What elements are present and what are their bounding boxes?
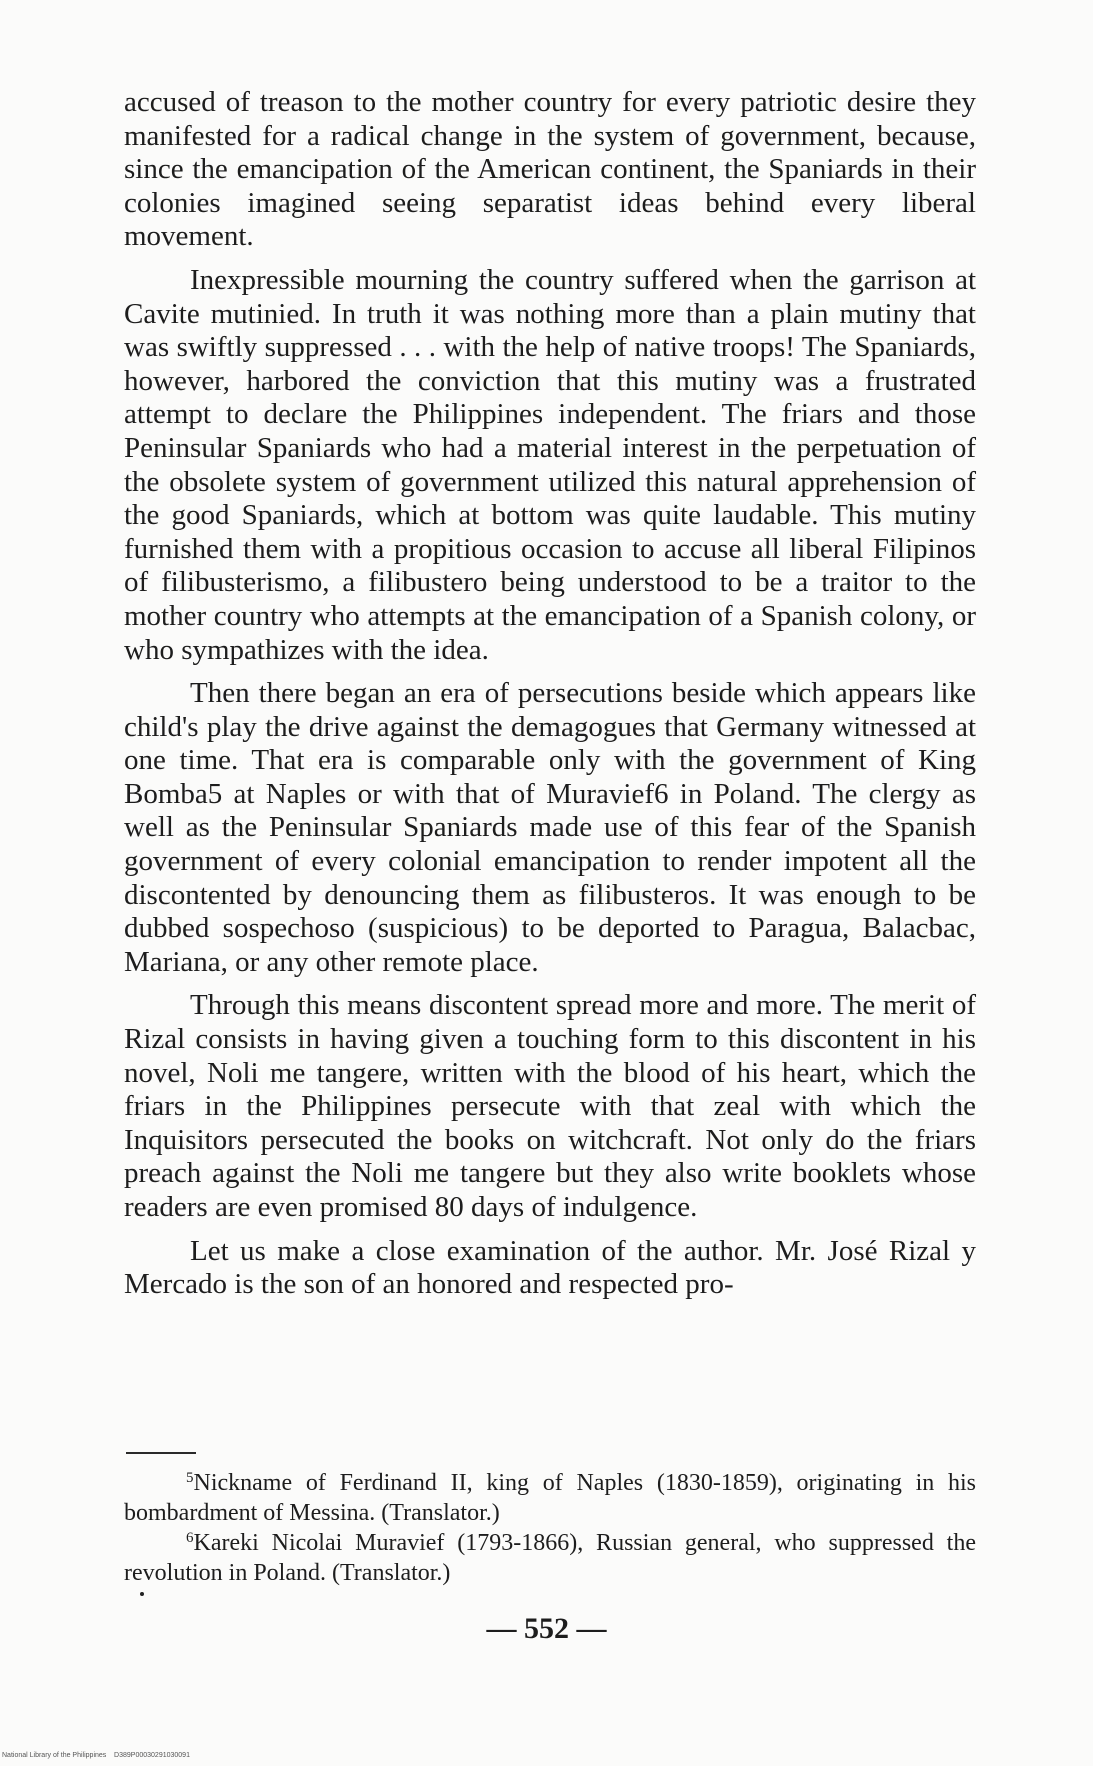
stray-mark — [140, 1592, 144, 1596]
footnotes — [124, 1468, 976, 1588]
footnote-separator — [126, 1452, 196, 1454]
footnote-marker: 5 — [186, 1470, 194, 1486]
footnote-5 — [124, 1468, 976, 1528]
paragraph-3: Then there began an era of persecutions beside which appears like child's play the drive against the demagogues that Germany witnessed at one time. That era is comparable only with the government of King Bomba5 at Naples or with that of Muravief6 in Poland. The clergy as well as the Peninsular Spaniards made use of this fear of the Spanish government of every colonial emancipation to render impotent all the discontented by denouncing them as filibusteros. It was enough to be dubbed sospechoso (suspicious) to be deported to Paragua, Balacbac, Mariana, or any other remote place. — [124, 677, 976, 978]
paragraph-2: Inexpressible mourning the country suffered when the garrison at Cavite mutinied. In truth it was nothing more than a plain mutiny that was swiftly suppressed . . . with the help of native troops! The Spaniards, however, harbored the conviction that this mutiny was a frustrated attempt to declare the Philippines independent. The friars and those Peninsular Spaniards who had a material interest in the perpetuation of the obsolete system of government utilized this natural apprehension of the good Spaniards, which at bottom was quite laudable. This mutiny furnished them with a propitious occasion to accuse all liberal Filipinos of filibusterismo, a filibustero being understood to be a traitor to the mother country who attempts at the emancipation of a Spanish colony, or who sympathizes with the idea. — [124, 263, 976, 666]
body-text — [124, 86, 976, 1302]
footnote-6 — [124, 1528, 976, 1588]
paragraph-4: Through this means discontent spread more and more. The merit of Rizal consists in having given a touching form to this discontent in his novel, Noli me tangere, written with the blood of his heart, which the friars in the Philippines persecute with that zeal with which the Inquisitors persecuted the books on witchcraft. Not only do the friars preach against the Noli me tangere but they also write booklets whose readers are even promised 80 days of indulgence. — [124, 989, 976, 1223]
footnote-text: Nickname of Ferdinand II, king of Naples (1830-1859), originating in his bombardment of Messina. (Translator.) — [124, 1470, 976, 1526]
footnote-marker: 6 — [186, 1530, 194, 1546]
paragraph-5: Let us make a close examination of the author. Mr. José Rizal y Mercado is the son of an honored and respected pro- — [124, 1234, 976, 1301]
footnote-text: Kareki Nicolai Muravief (1793-1866), Russian general, who suppressed the revolution in Poland. (Translator.) — [124, 1530, 976, 1586]
page-number: — 552 — — [486, 1612, 607, 1645]
paragraph-1: accused of treason to the mother country for every patriotic desire they manifested for a radical change in the system of government, because, since the emancipation of the American continent, the Spaniards in their colonies imagined seeing separatist ideas behind every liberal movement. — [124, 86, 976, 253]
library-credit: National Library of the Philippines D389P00030291030091 — [2, 1752, 190, 1759]
